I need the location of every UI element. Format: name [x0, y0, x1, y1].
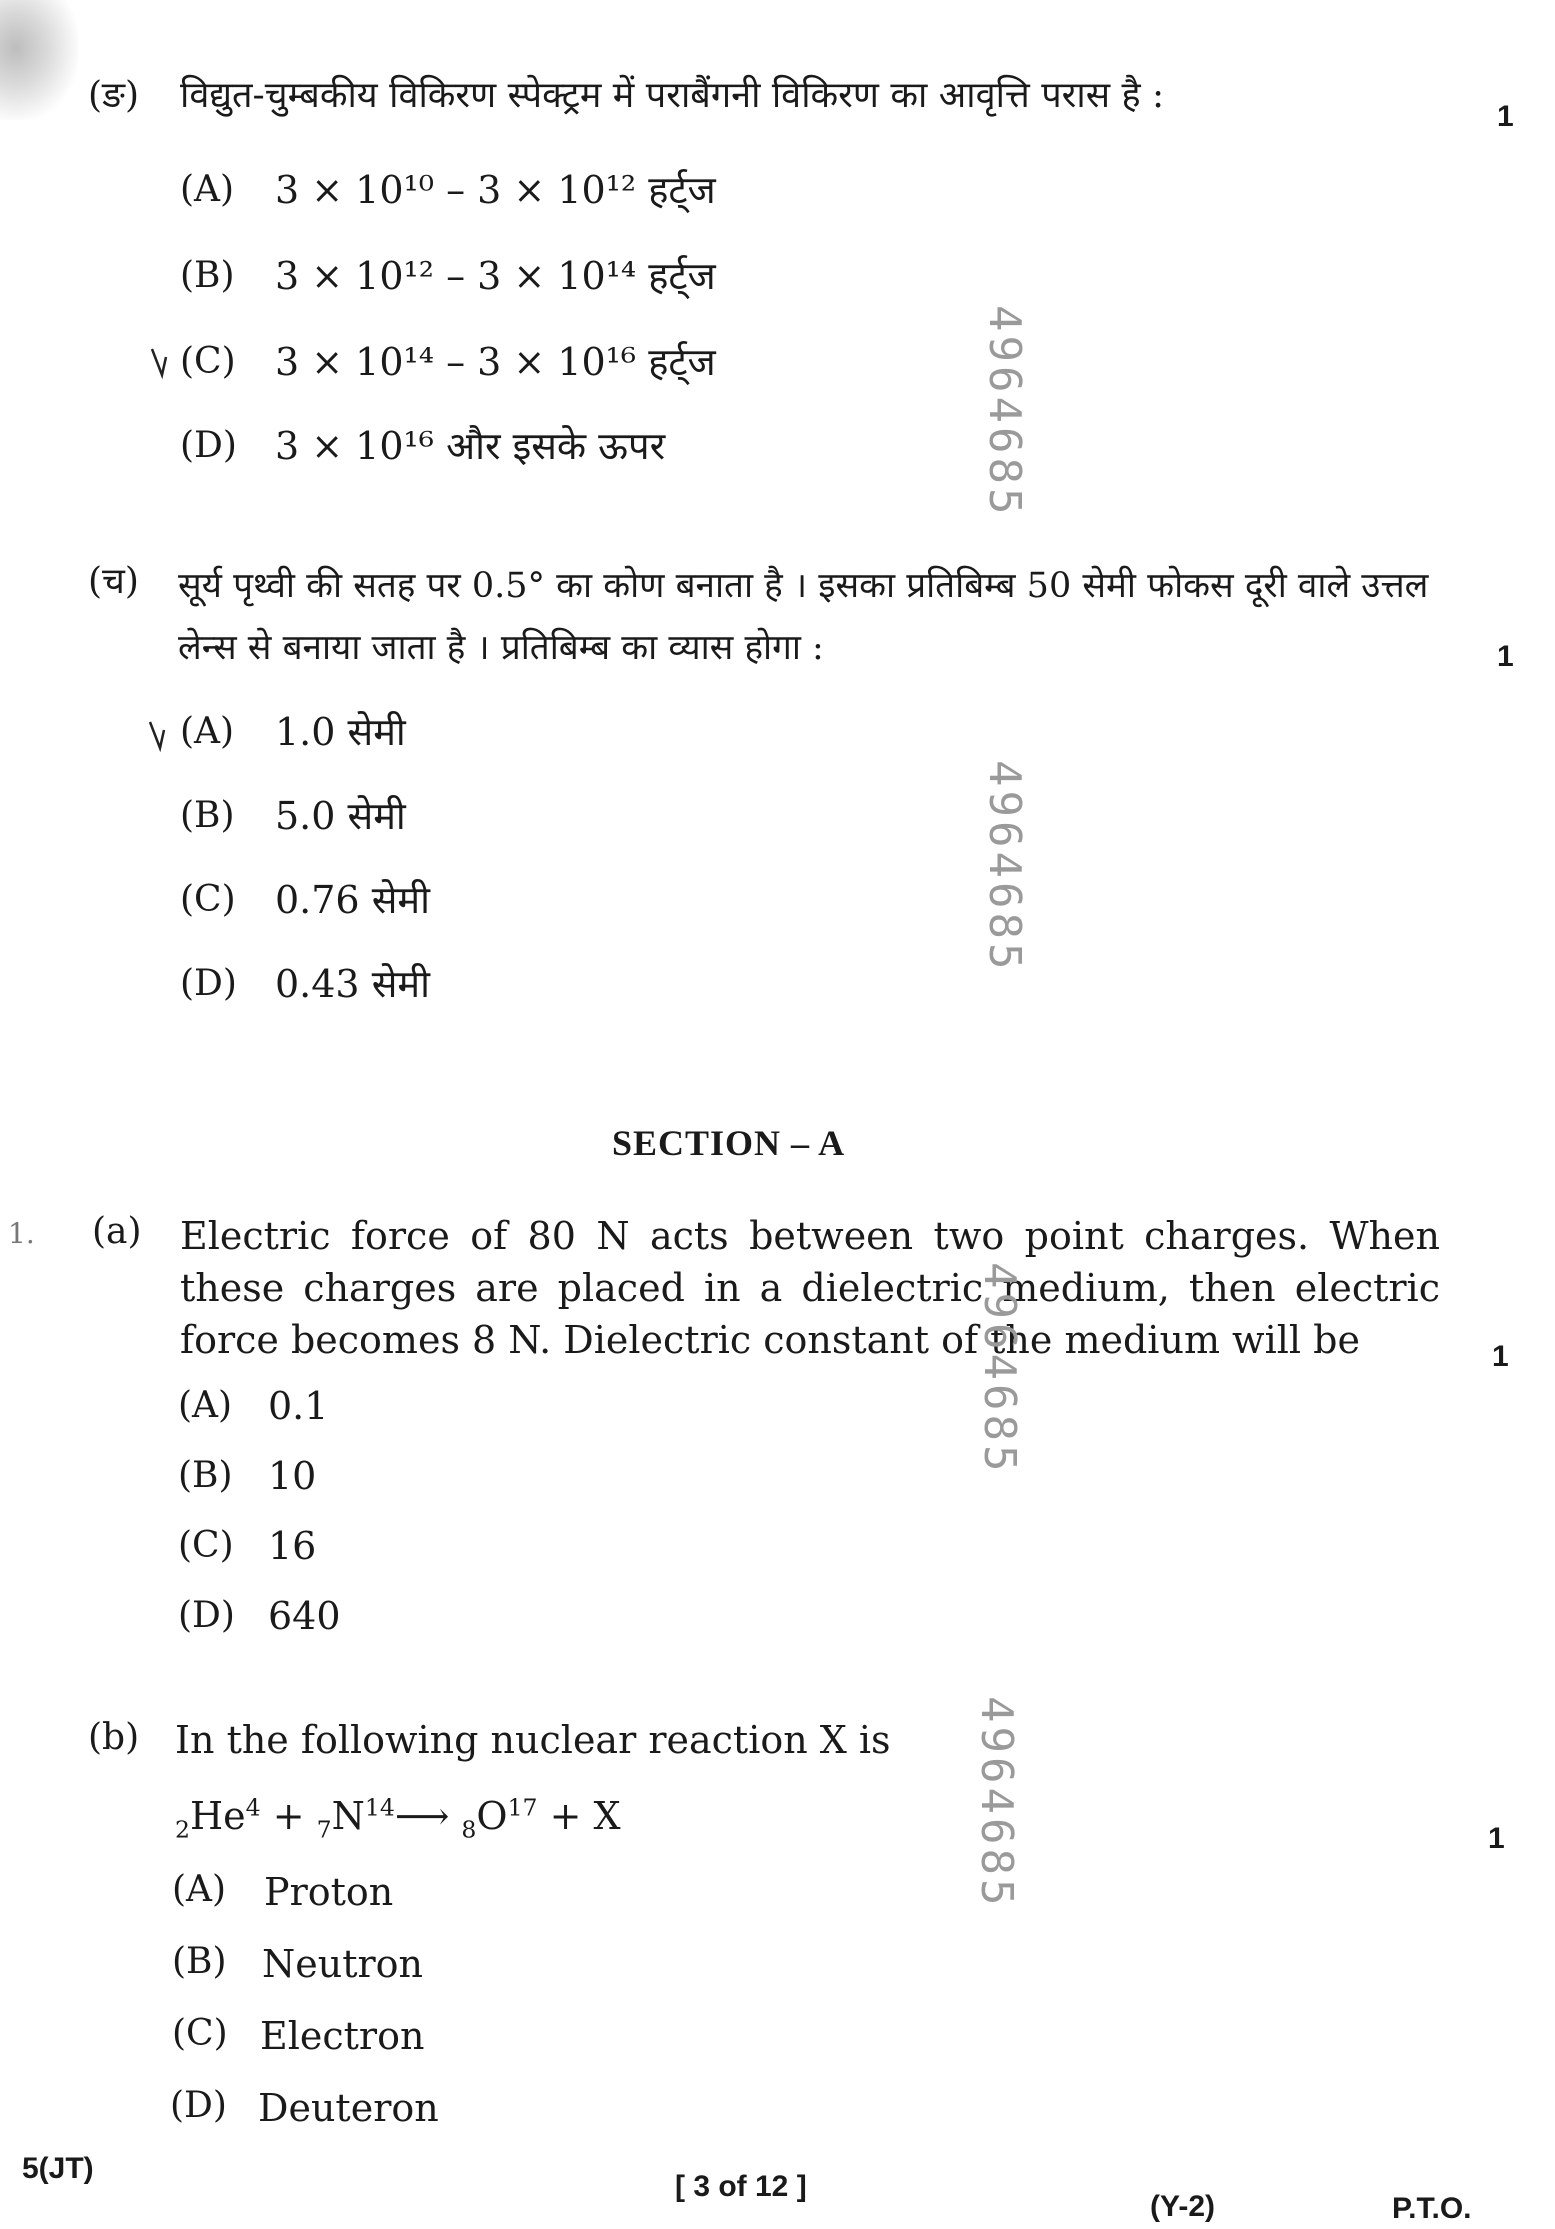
reaction-arrow: ⟶ [394, 1794, 450, 1838]
question-number: 1. [8, 1217, 35, 1250]
he-symbol: He [189, 1794, 246, 1838]
marks-b: 1 [1488, 1822, 1505, 1855]
option-text: 1.0 सेमी [275, 710, 406, 754]
option-text: 3 × 10¹⁴ – 3 × 10¹⁶ हर्ट्ज [275, 340, 716, 384]
question-text-cha-line1: सूर्य पृथ्वी की सतह पर 0.5° का कोण बनाता है । इसका प्रतिबिम्ब 50 सेमी फोकस दूरी वाले उत्तल [178, 566, 1429, 606]
option-text: 3 × 10¹⁶ और इसके ऊपर [275, 424, 666, 468]
option-letter: (A) [180, 711, 235, 752]
handwritten-tick-mark [148, 718, 178, 752]
option-letter: (B) [180, 255, 235, 296]
option-text: 3 × 10¹⁰ – 3 × 10¹² हर्ट्ज [275, 168, 716, 212]
option-text: 0.76 सेमी [275, 878, 430, 922]
option-letter: (A) [172, 1869, 227, 1910]
option-text: Proton [264, 1870, 394, 1914]
section-heading: SECTION – A [612, 1123, 846, 1163]
handwritten-tick-mark [150, 345, 180, 379]
option-text: 16 [268, 1524, 317, 1568]
o-superscript: 17 [507, 1793, 538, 1822]
question-text-a: Electric force of 80 N acts between two point charges. When these charges are placed in a dielectric medium, then electric force becomes 8 N. Dielectric constant of the medium will be [180, 1214, 1440, 1362]
option-text: Neutron [262, 1942, 423, 1986]
o-symbol: O [476, 1794, 508, 1838]
option-letter: (A) [178, 1385, 233, 1426]
plus-sign: + [272, 1794, 305, 1838]
serial-stamp: 4964685 [974, 1262, 1025, 1476]
scan-smudge [0, 0, 78, 120]
option-text: Electron [260, 2014, 425, 2058]
he-subscript: 2 [175, 1815, 190, 1844]
option-text: 10 [268, 1454, 317, 1498]
reaction-product: + X [549, 1794, 621, 1838]
question-label-nga: (ङ) [88, 75, 140, 116]
serial-stamp: 4964685 [971, 1696, 1022, 1910]
marks-cha: 1 [1497, 640, 1514, 673]
option-text: 3 × 10¹² – 3 × 10¹⁴ हर्ट्ज [275, 254, 716, 298]
option-text: 0.1 [268, 1384, 329, 1428]
option-letter: (C) [180, 879, 236, 920]
option-letter: (D) [178, 1595, 235, 1636]
option-text: Deuteron [258, 2086, 439, 2130]
serial-stamp: 4964685 [979, 760, 1030, 974]
question-text-cha-line2: लेन्स से बनाया जाता है । प्रतिबिम्ब का व्यास होगा : [178, 628, 824, 668]
option-letter: (C) [178, 1525, 234, 1566]
option-letter: (B) [178, 1455, 233, 1496]
question-text-b: In the following nuclear reaction X is [175, 1718, 891, 1762]
he-superscript: 4 [245, 1793, 261, 1822]
o-subscript: 8 [461, 1815, 477, 1844]
option-text: 640 [268, 1594, 341, 1638]
footer-paper-code: 5(JT) [22, 2152, 94, 2185]
question-text-nga: विद्युत-चुम्बकीय विकिरण स्पेक्ट्रम में पराबैंगनी विकिरण का आवृत्ति परास है : [180, 75, 1165, 116]
option-letter: (C) [172, 2013, 228, 2054]
option-letter: (A) [180, 169, 235, 210]
footer-series-code: (Y-2) [1150, 2190, 1216, 2223]
marks-nga: 1 [1497, 100, 1514, 133]
option-letter: (C) [180, 341, 236, 382]
option-text: 0.43 सेमी [275, 962, 430, 1006]
option-letter: (B) [172, 1941, 227, 1982]
option-letter: (B) [180, 795, 235, 836]
marks-a: 1 [1492, 1340, 1509, 1373]
footer-page-number: [ 3 of 12 ] [675, 2170, 807, 2203]
n-subscript: 7 [316, 1815, 332, 1844]
n-symbol: N [331, 1794, 365, 1838]
question-label-a: (a) [92, 1211, 142, 1252]
question-label-b: (b) [88, 1717, 140, 1758]
option-text: 5.0 सेमी [275, 794, 406, 838]
serial-stamp: 4964685 [979, 305, 1030, 519]
n-superscript: 14 [364, 1793, 395, 1822]
question-label-cha: (च) [88, 561, 139, 602]
option-letter: (D) [180, 425, 237, 466]
footer-pto: P.T.O. [1392, 2192, 1472, 2225]
option-letter: (D) [170, 2085, 227, 2126]
nuclear-reaction-equation [175, 1790, 621, 1842]
option-letter: (D) [180, 963, 237, 1004]
